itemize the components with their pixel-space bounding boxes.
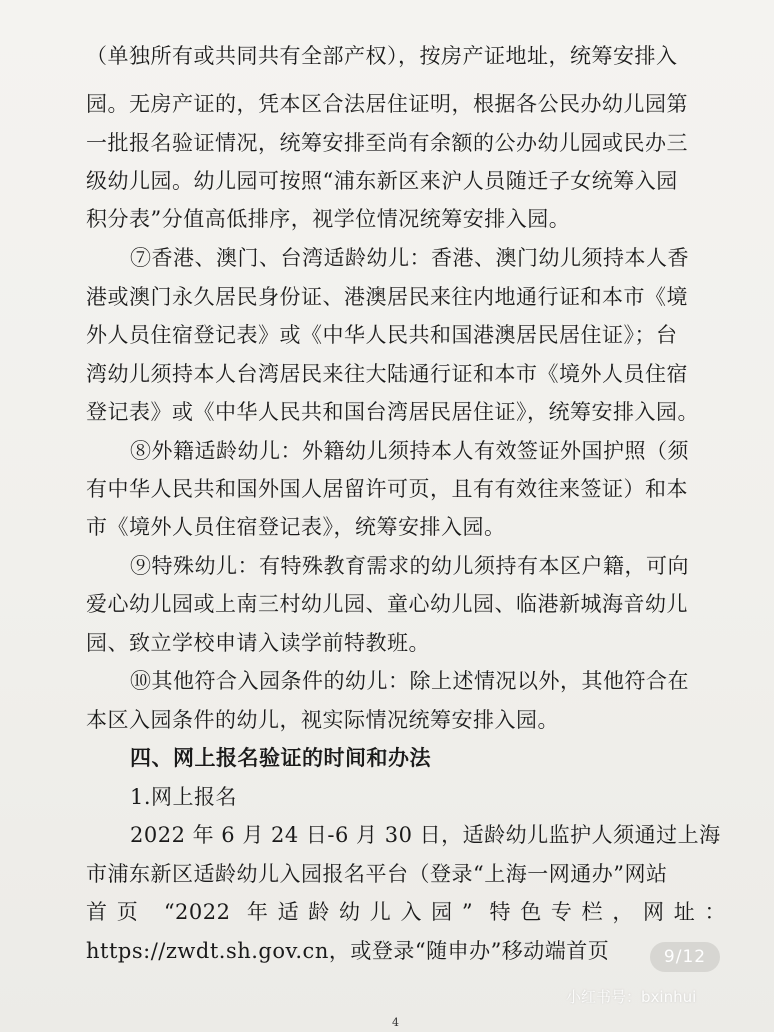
paragraph-online-registration: 2022 年 6 月 24 日-6 月 30 日，适龄幼儿监护人须通过上海 bbox=[130, 823, 721, 847]
text-line: 外人员住宿登记表》或《中华人民共和国港澳居民居住证》；台 bbox=[86, 323, 678, 347]
text-line: 园、致立学校申请入读学前特教班。 bbox=[86, 631, 430, 655]
text-line: 港或澳门永久居民身份证、港澳居民来往内地通行证和本市《境 bbox=[86, 285, 688, 309]
text-line-url: https://zwdt.sh.gov.cn，或登录“随申办”移动端首页 bbox=[86, 939, 610, 963]
image-counter-badge: 9/12 bbox=[650, 942, 720, 972]
text-line: 首页 “2022 年适龄幼儿入园” 特色专栏，网址： bbox=[86, 900, 726, 924]
text-line: 一批报名验证情况，统筹安排至尚有余额的公办幼儿园或民办三 bbox=[86, 131, 688, 155]
page-number: 4 bbox=[392, 1016, 399, 1029]
text-line: 积分表”分值高低排序，视学位情况统筹安排入园。 bbox=[86, 207, 571, 231]
watermark: 小红书号：bxinhui bbox=[566, 988, 697, 1006]
text-line: 湾幼儿须持本人台湾居民来往大陆通行证和本市《境外人员住宿 bbox=[86, 362, 688, 386]
text-line: 级幼儿园。幼儿园可按照“浦东新区来沪人员随迁子女统筹入园 bbox=[86, 169, 678, 193]
paragraph-special-needs: ⑨特殊幼儿：有特殊教育需求的幼儿须持有本区户籍，可向 bbox=[130, 554, 689, 578]
text-line: （单独所有或共同共有全部产权），按房产证地址，统筹安排入 bbox=[86, 44, 678, 68]
text-line: 登记表》或《中华人民共和国台湾居民居住证》，统筹安排入园。 bbox=[86, 400, 699, 424]
paragraph-hk-macao-taiwan: ⑦香港、澳门、台湾适龄幼儿：香港、澳门幼儿须持本人香 bbox=[130, 246, 689, 270]
paragraph-other-children: ⑩其他符合入园条件的幼儿：除上述情况以外，其他符合在 bbox=[130, 669, 689, 693]
text-line: 本区入园条件的幼儿，视实际情况统筹安排入园。 bbox=[86, 708, 559, 732]
section-heading: 四、网上报名验证的时间和办法 bbox=[130, 745, 431, 770]
text-line: 园。无房产证的，凭本区合法居住证明，根据各公民办幼儿园第 bbox=[86, 92, 688, 116]
paragraph-foreign: ⑧外籍适龄幼儿：外籍幼儿须持本人有效签证外国护照（须 bbox=[130, 439, 689, 463]
subsection-heading: 1.网上报名 bbox=[130, 785, 238, 809]
text-line: 市浦东新区适龄幼儿入园报名平台（登录“上海一网通办”网站 bbox=[86, 862, 668, 886]
text-line: 市《境外人员住宿登记表》，统筹安排入园。 bbox=[86, 515, 506, 539]
text-line: 有中华人民共和国外国人居留许可页，且有有效往来签证）和本 bbox=[86, 477, 688, 501]
text-line: 爱心幼儿园或上南三村幼儿园、童心幼儿园、临港新城海音幼儿 bbox=[86, 592, 688, 616]
